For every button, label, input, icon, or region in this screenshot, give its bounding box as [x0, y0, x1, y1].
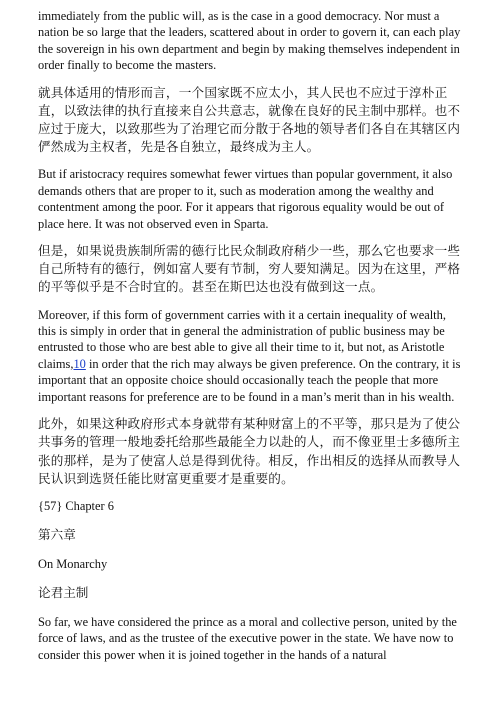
- paragraph-english-3-end: in order that the rich may always be given preference. On the contrary, it is important that an opposite choice should occasionally teach the people that more important reasons for preference are to be found in a man’s merit than in his wealth.: [38, 356, 461, 404]
- document-page: [38, 8, 462, 673]
- paragraph-chinese-2: 但是，如果说贵族制所需的德行比民众制政府稍少一些，那么它也要求一些自己所特有的德行，例如富人要有节制，穷人要知满足。因为在这里，严格的平等似乎是不合时宜的。甚至在斯巴达也没有做到这一点。: [38, 243, 461, 295]
- chapter-number-chinese: 第六章: [38, 526, 76, 542]
- chapter-title-chinese: 论君主制: [38, 584, 89, 600]
- paragraph-english-4: So far, we have considered the prince as a moral and collective person, united by the force of laws, and as the trustee of the executive power in the state. We have now to consider this power when it is joined together in the hands of a natural: [38, 614, 457, 662]
- chapter-marker: {57} Chapter 6: [38, 498, 114, 513]
- paragraph-english-1: immediately from the public will, as is the case in a good democracy. Nor must a nation be so large that the leaders, scattered about in order to govern it, can each play the sovereign in his own department and begin by making themselves independent in order finally to become the masters.: [38, 9, 461, 73]
- paragraph-chinese-1: 就具体适用的情形而言，一个国家既不应太小，其人民也不应过于淳朴正直，以致法律的执行直接来自公共意志，就像在良好的民主制中那样。也不应过于庞大，以致那些为了治理它而分散于各地的领导者们各自在其辖区内俨然成为主权者，先是各自独立，最终成为主人。: [38, 84, 461, 155]
- footnote-link-10[interactable]: 10: [73, 356, 86, 371]
- paragraph-english-3: [38, 307, 462, 405]
- chapter-title-english: On Monarchy: [38, 556, 108, 571]
- paragraph-chinese-3: 此外，如果这种政府形式本身就带有某种财富上的不平等，那只是为了使公共事务的管理一般地委托给那些最能全力以赴的人，而不像亚里士多德所主张的那样，是为了使富人总是得到优待。相反，作出相反的选择从而教导人民认识到选贤任能比财富更重要才是重要的。: [38, 416, 461, 486]
- paragraph-english-2: But if aristocracy requires somewhat fewer virtues than popular government, it also demands others that are proper to it, such as moderation among the wealthy and contentment among the poor. For it appears that rigorous equality would be out of place here. It was not observed even in Sparta.: [38, 167, 453, 231]
- paragraph-english-3-start: Moreover, if this form of government carries with it a certain inequality of wealth, this is simply in order that in general the administration of public business may be entrusted to those who are best able to give all their time to it, but not, as Aristotle claims,: [38, 307, 446, 371]
